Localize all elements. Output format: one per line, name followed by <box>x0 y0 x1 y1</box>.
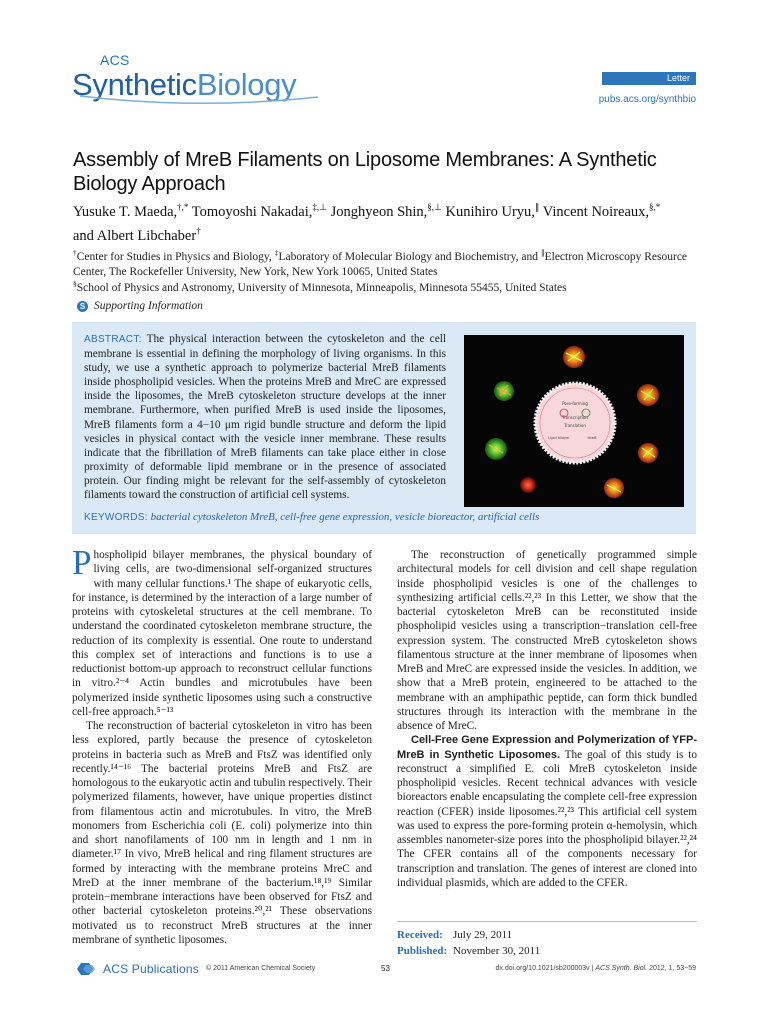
acs-hexagon-icon <box>73 961 99 977</box>
supporting-info-label: Supporting Information <box>94 300 203 312</box>
abstract-text <box>84 332 446 502</box>
affil-mark: ∥ <box>540 248 545 257</box>
doi-citation[interactable] <box>495 965 696 972</box>
published-label: Published: <box>397 945 448 957</box>
author-name[interactable]: Kunihiro Uryu, <box>441 203 535 220</box>
logo-arc-icon <box>78 94 328 108</box>
toc-label: Lipid bilayer <box>548 436 570 440</box>
central-liposome-diagram <box>535 383 615 463</box>
section-heading: Cell-Free Gene Expression and Polymerization of YFP-MreB in Synthetic Liposomes. <box>397 734 697 761</box>
vesicle-top <box>563 346 585 368</box>
article-title: Assembly of MreB Filaments on Liposome Membranes: A Synthetic Biology Approach <box>73 149 657 195</box>
logo-acs: ACS <box>100 52 130 68</box>
published-date: November 30, 2011 <box>453 945 541 957</box>
affil-text: Laboratory of Molecular Biology and Biochemistry, and <box>278 250 541 263</box>
toc-graphic <box>464 335 684 507</box>
keywords <box>84 510 684 525</box>
toc-label: MreB <box>587 436 597 440</box>
affil-mark: § <box>73 279 77 288</box>
received-label: Received: <box>397 929 443 941</box>
vesicle-left <box>494 381 514 401</box>
affil-mark: ‡ <box>274 248 279 257</box>
vesicle-bottom-left <box>520 477 536 493</box>
author-name[interactable]: Yusuke T. Maeda, <box>73 203 178 220</box>
toc-label: Pore-forming <box>562 401 588 406</box>
toc-label: Transcription <box>562 415 588 420</box>
author-name[interactable]: Tomoyoshi Nakadai, <box>188 203 313 220</box>
paragraph: The reconstruction of genetically programmed simple architectural models for cell division and cell shape regulation inside phospholipid vesicles is one of the challenges to synthesizing artificial cells.²²,²³ In this Letter, we show that the bacterial cytoskeleton MreB can be reconstituted inside phospholipid vesicles using a transcription−translation cell-free expression system. The constructed MreB cytoskeleton shows filamentous structure at the inner membrane of liposomes when MreB and MreC are expressed inside the vesicles. In addition, we show that a MreB protein, engineered to be attached to the membrane with an amphipathic peptide, can form thick bundled structures through its interaction with the membrane in the absence of MreC. <box>397 549 697 732</box>
affil-text: Center for Studies in Physics and Biology, <box>76 250 275 263</box>
affil-text: Electron Microscopy Resource Center, The Rockefeller University, New York, New York 10065, United States <box>73 250 688 278</box>
author-mark: §,⊥ <box>427 202 442 212</box>
affiliation-2 <box>73 276 703 296</box>
affil-mark: † <box>73 248 77 257</box>
keywords-label: KEYWORDS: <box>84 512 148 523</box>
keywords-text: bacterial cytoskeleton MreB, cell-free gene expression, vesicle bioreactor, artificial cells <box>147 511 540 523</box>
citation-journal: ACS Synth. Biol. <box>595 965 648 972</box>
author-mark: ‡,⊥ <box>312 202 327 212</box>
copyright: © 2011 American Chemical Society <box>206 965 316 972</box>
article-type-badge: Letter <box>602 72 696 85</box>
body-column-left <box>72 543 372 947</box>
author-mark: §,* <box>649 202 661 212</box>
abstract-label: ABSTRACT: <box>84 334 142 345</box>
publisher-name: ACS Publications <box>103 962 199 976</box>
affiliation-1 <box>73 245 703 280</box>
journal-url-link[interactable]: pubs.acs.org/synthbio <box>598 94 696 105</box>
author-name[interactable]: and Albert Libchaber <box>73 227 197 244</box>
toc-label: Translation <box>564 423 586 428</box>
vesicle-bottom-right <box>604 478 624 498</box>
body-column-right <box>397 548 697 890</box>
vesicle-lower-left <box>485 438 507 460</box>
author-name[interactable]: Vincent Noireaux, <box>539 203 650 220</box>
paragraph <box>72 543 372 719</box>
publisher-logo[interactable] <box>73 961 199 977</box>
journal-logo <box>72 52 312 110</box>
author-mark: †,* <box>177 202 189 212</box>
vesicle-right <box>637 384 659 406</box>
paragraph <box>397 733 697 890</box>
article-dates <box>397 921 697 959</box>
citation-rest: 2012, 1, 53−59 <box>647 965 696 972</box>
abstract-box <box>72 322 696 534</box>
author-name[interactable]: Jonghyeon Shin, <box>326 203 428 220</box>
page-number: 53 <box>381 964 390 973</box>
paragraph-text: The goal of this study is to reconstruct a simplified E. coli MreB cytoskeleton inside phospholipid vesicles. Recent technical advances with vesicle bioreactors enable encapsulating the complete cell-free expression reaction (CFER) inside liposomes.²²,²³ This artificial cell system was used to express the pore-forming protein α-hemolysin, which assembles nanometer-size pores into the phospholipid bilayer.²²,²⁴ The CFER contains all of the components necessary for transcription and translation. The genes of interest are cloned into individual plasmids, which are added to the CFER. <box>397 748 697 889</box>
page-footer <box>0 960 768 980</box>
abstract-body: The physical interaction between the cytoskeleton and the cell membrane is essential in defining the morphology of living organisms. In this study, we use a synthetic approach to polymerize bacterial MreB filaments inside phospholipid vesicles. When the proteins MreB and MreC are expressed inside the liposomes, the MreB cytoskeleton structure develops at the inner membrane. Furthermore, when purified MreB is used inside the liposomes, MreB filaments form a 4−10 μm rigid bundle structure and deform the lipid vesicles in physical contact with the vesicle inner membrane. These results indicate that the fibrillation of MreB filaments can take place either in close proximity of deformable lipid membrane or in the presence of associated protein. Our finding might be relevant for the self-assembly of cytoskeleton filaments toward the construction of artificial cell systems. <box>84 333 446 502</box>
author-list <box>73 198 703 246</box>
affil-text: School of Physics and Astronomy, University of Minnesota, Minneapolis, Minnesota 55455, United States <box>76 281 567 294</box>
author-mark: ∥ <box>534 202 540 212</box>
author-mark: † <box>196 225 201 236</box>
vesicle-lower-right <box>638 443 658 463</box>
supporting-information-link[interactable] <box>77 298 203 314</box>
drop-cap: P <box>72 543 92 582</box>
doi-text: dx.doi.org/10.1021/sb200003v | <box>495 965 596 972</box>
received-date: July 29, 2011 <box>453 929 513 941</box>
paragraph-text: hospholipid bilayer membranes, the physical boundary of living cells, are two-dimensional self-organized structures with many cellular functions.¹ The shape of eukaryotic cells, for instance, is determined by the interaction of a large number of proteins with cytoskeletal structures at the cell membrane. To understand the coordinated cytoskeleton membrane structure, the reduction of its complexity is essential. One route to understand this complex set of interactions and functions is to use a reductionist bottom-up approach to reconstruct cellular functions in vitro.²⁻⁴ Actin bundles and microtubules have been polymerized inside synthetic liposomes using such a constructive cell-free approach.⁵⁻¹³ <box>72 549 372 718</box>
supporting-info-icon: S <box>77 301 88 312</box>
paragraph: The reconstruction of bacterial cytoskeleton in vitro has been less explored, partly because the presence of cytoskeleton proteins in bacteria such as MreB and FtsZ was identified only recently.¹⁴⁻¹⁶ The bacterial proteins MreB and FtsZ are homologous to the eukaryotic actin and tubulin respectively. Their polymerized filaments, however, have unique properties distinct from filamentous actin and microtubules. In vitro, the MreB monomers from Escherichia coli (E. coli) polymerize into thin and short nanofilaments of 100 nm in length and 1 nm in diameter.¹⁷ In vivo, MreB helical and ring filament structures are formed by interacting with the membrane proteins MreC and MreD at the inner membrane of the bacterium.¹⁸,¹⁹ Similar protein−membrane interactions have been observed for FtsZ and other bacterial cytoskeleton proteins.²⁰,²¹ These observations motivated us to reconstruct MreB structures at the inner membrane of synthetic liposomes. <box>72 720 372 946</box>
logo-synthetic: Synthetic <box>72 67 197 102</box>
logo-biology: Biology <box>196 67 297 102</box>
